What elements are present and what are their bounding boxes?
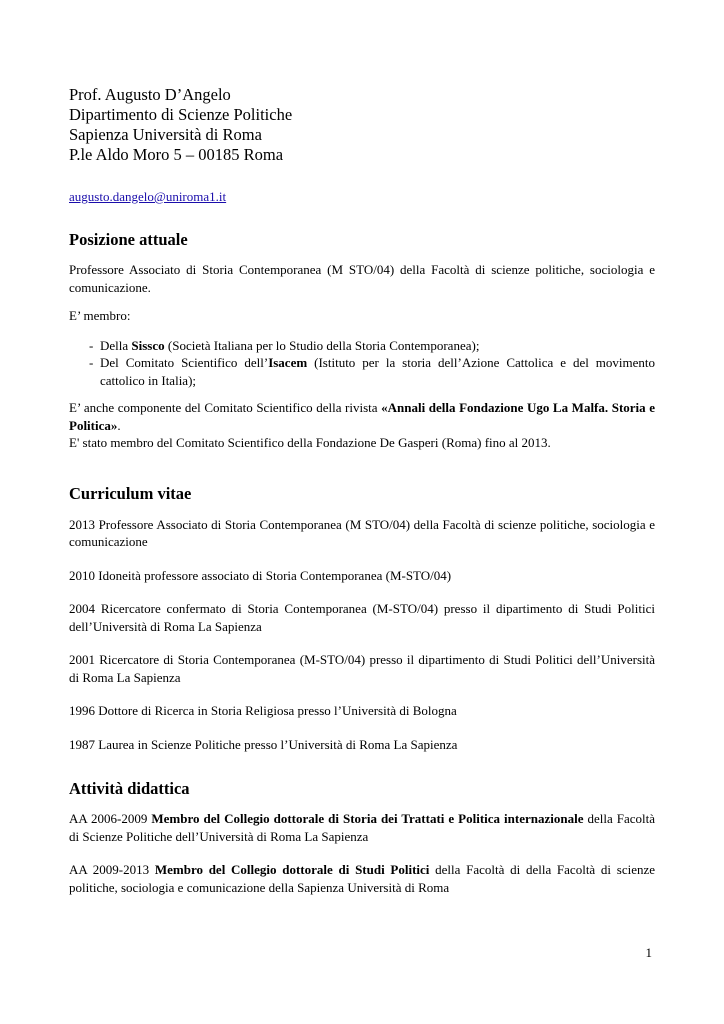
section-curriculum-vitae (69, 484, 655, 754)
list-item: 1987 Laurea in Scienze Politiche presso l’Università di Roma La Sapienza (69, 736, 458, 752)
list-item: - Della Sissco (Società Italiana per lo Studio della Storia Contemporanea); (69, 337, 655, 355)
list-item: - Del Comitato Scientifico dell’Isacem (Istituto per la storia dell’Azione Cattolica e del movimento cattolico in Italia); (69, 354, 655, 389)
section-attivita-didattica (69, 779, 655, 896)
list-item: 2010 Idoneità professore associato di Storia Contemporanea (M-STO/04) (69, 567, 452, 583)
page-number: 1 (645, 945, 652, 960)
document-page (69, 85, 655, 912)
list-item: AA 2006-2009 Membro del Collegio dottorale di Storia dei Trattati e Politica internazionale della Facoltà di Scienze Politiche dell’Università di Roma La Sapienza (69, 811, 655, 844)
department: Dipartimento di Scienze Politiche (69, 105, 293, 124)
section-posizione-attuale (69, 230, 655, 452)
list-item: 2001 Ricercatore di Storia Contemporanea (M-STO/04) presso il dipartimento di Studi Politici dell’Università di Roma La Sapienza (69, 652, 655, 685)
annali-paragraph: E’ anche componente del Comitato Scientifico della rivista «Annali della Fondazione Ugo La Malfa. Storia e Politica». (69, 400, 656, 433)
section-title: Posizione attuale (69, 230, 188, 249)
section-title: Curriculum vitae (69, 483, 192, 503)
list-item: 2013 Professore Associato di Storia Contemporanea (M STO/04) della Facoltà di scienze politiche, sociologia e comunicazione (69, 516, 655, 549)
header-block (69, 85, 655, 205)
current-role: Professore Associato di Storia Contemporanea (M STO/04) della Facoltà di scienze politiche, sociologia e comunicazione. (69, 262, 655, 295)
list-item: 1996 Dottore di Ricerca in Storia Religiosa presso l’Università di Bologna (69, 703, 457, 718)
email-link[interactable]: augusto.dangelo@uniroma1.it (69, 189, 227, 204)
section-title: Attività didattica (69, 779, 190, 798)
membership-intro: E’ membro: (69, 308, 131, 323)
list-item: 2004 Ricercatore confermato di Storia Contemporanea (M-STO/04) presso il dipartimento di Studi Politici dell’Università di Roma La Sapienza (69, 601, 655, 634)
degasperi-paragraph: E' stato membro del Comitato Scientifico della Fondazione De Gasperi (Roma) fino al 2013. (69, 435, 551, 450)
author-name: Prof. Augusto D’Angelo (69, 85, 231, 104)
address: P.le Aldo Moro 5 – 00185 Roma (69, 145, 284, 164)
university: Sapienza Università di Roma (69, 125, 262, 144)
list-item: AA 2009-2013 Membro del Collegio dottorale di Studi Politici della Facoltà di della Facoltà di scienze politiche, sociologia e comunicazione della Sapienza Università di Roma (69, 862, 656, 895)
membership-list (69, 337, 655, 390)
